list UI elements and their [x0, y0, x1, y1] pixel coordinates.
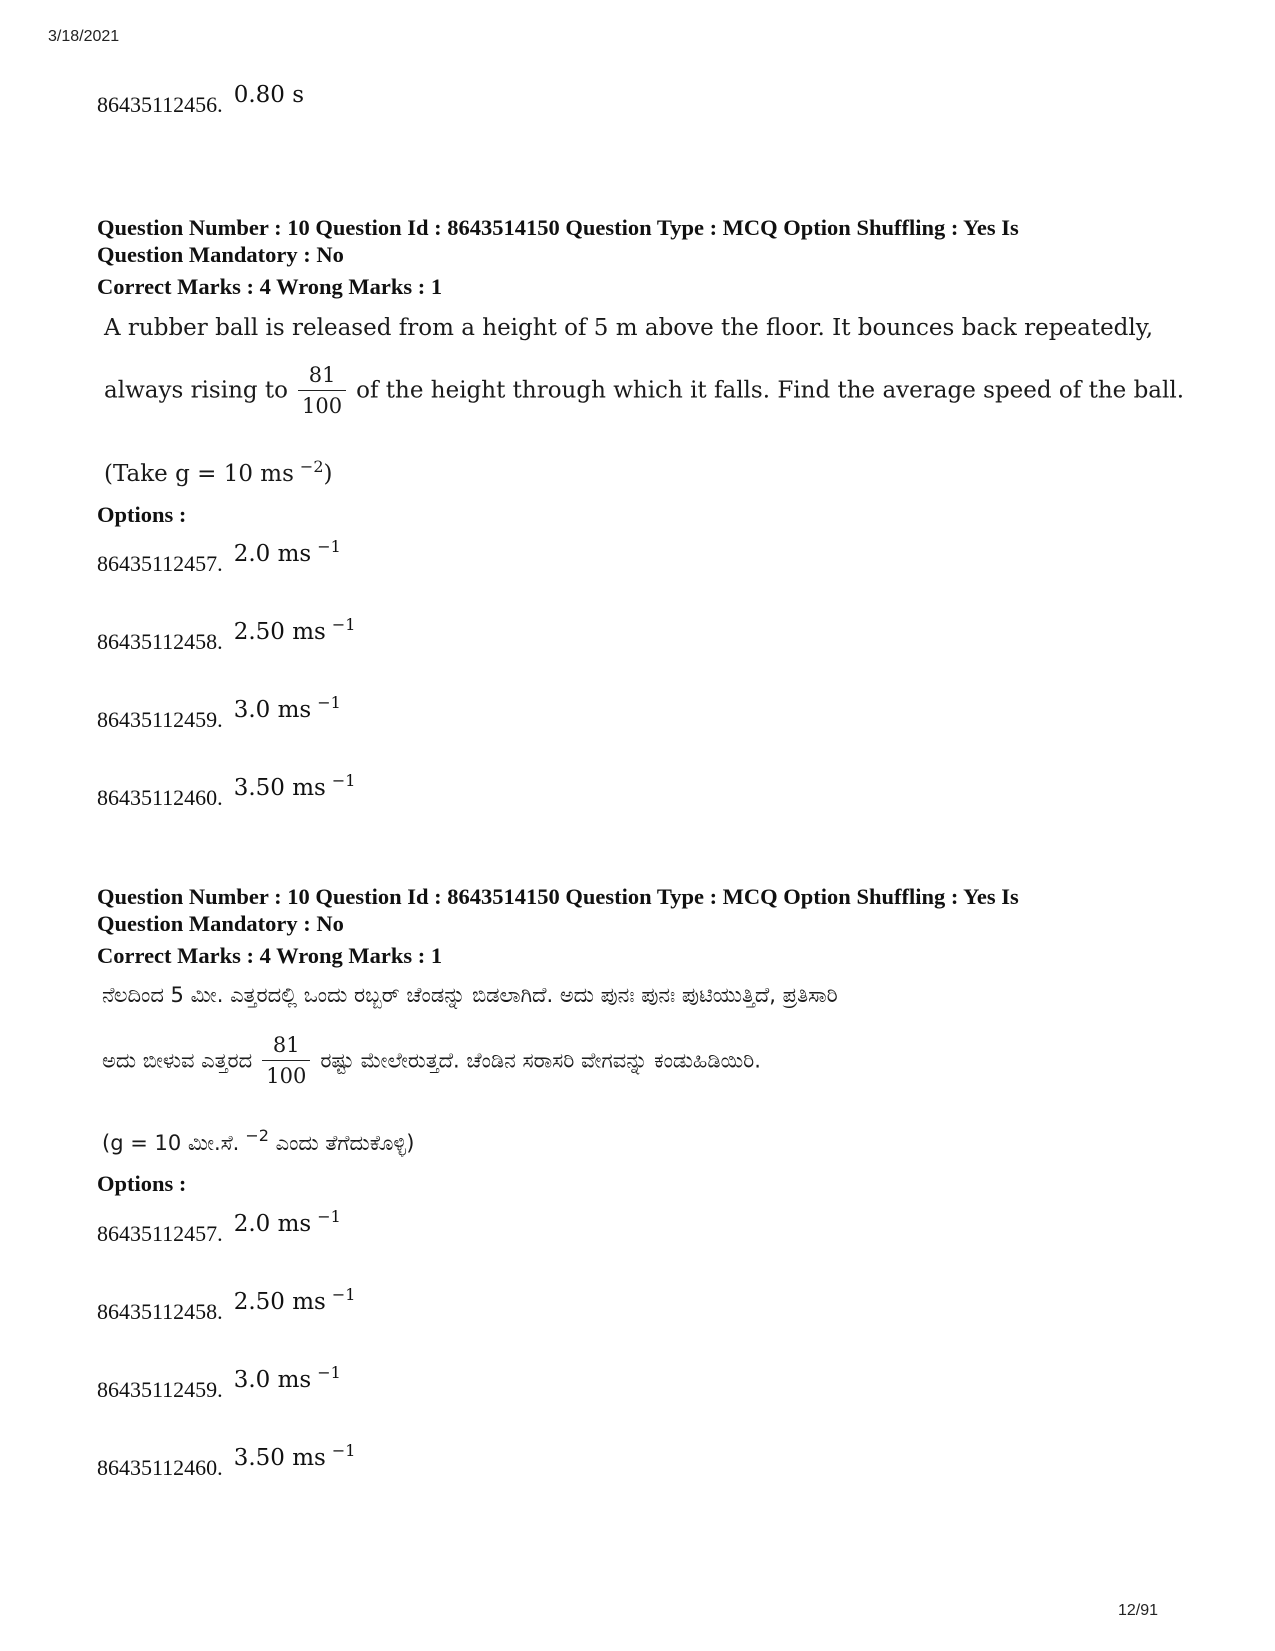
question-text-line2-post: ರಷ್ಟು ಮೇಲೇರುತ್ತದೆ. ಚೆಂಡಿನ ಸರಾಸರಿ ವೇಗವನ್ನು ಕಂಡುಹಿಡಿಯಿರಿ. [320, 1048, 761, 1073]
question-meta-line2: Question Mandatory : No [97, 242, 344, 267]
option-row [97, 1207, 341, 1247]
option-row [97, 615, 356, 655]
exponent: −2 [299, 457, 324, 476]
option-id: 86435112456. [97, 92, 223, 117]
given-close: ) [323, 461, 333, 487]
question-marks: Correct Marks : 4 Wrong Marks : 1 [97, 943, 443, 968]
option-id: 86435112458. [97, 1299, 223, 1324]
option-value: 3.0 ms $^{-1}$ [233, 1363, 341, 1393]
page-number: 12/91 [1118, 1602, 1159, 1619]
fraction-denominator: 100 [298, 390, 346, 418]
question-text-line3 [104, 457, 333, 487]
question-meta-line1: Question Number : 10 Question Id : 8643514150 Question Type : MCQ Option Shuffling : Yes Is [97, 884, 1019, 909]
question-text-line1: A rubber ball is released from a height of 5 m above the floor. It bounces back repeatedly, [104, 315, 1154, 341]
option-value: 2.50 ms $^{-1}$ [233, 1285, 356, 1315]
given-g: (Take g = 10 ms [104, 461, 294, 487]
question-text-line2 [102, 1034, 761, 1089]
option-value: 2.0 ms $^{-1}$ [233, 537, 341, 567]
option-id: 86435112460. [97, 1455, 223, 1480]
question-text-line2-pre: ಅದು ಬೀಳುವ ಎತ್ತರದ [102, 1048, 253, 1073]
option-value: 3.50 ms $^{-1}$ [233, 1441, 356, 1471]
fraction [298, 363, 346, 418]
option-row [97, 1441, 356, 1481]
question-text-line3 [102, 1126, 414, 1156]
option-id: 86435112459. [97, 707, 223, 732]
option-value: 3.50 ms $^{-1}$ [233, 771, 356, 801]
question-text-line2-post: of the height through which it falls. Find the average speed of the ball. [356, 377, 1185, 404]
fraction [262, 1033, 310, 1088]
option-id: 86435112457. [97, 551, 223, 576]
option-row [97, 1285, 356, 1325]
option-row [97, 771, 356, 811]
option-id: 86435112458. [97, 629, 223, 654]
option-row [97, 537, 341, 577]
fraction-denominator: 100 [262, 1060, 310, 1088]
given-close: ಎಂದು ತೆಗೆದುಕೊಳ್ಳಿ) [268, 1131, 415, 1155]
option-id: 86435112459. [97, 1377, 223, 1402]
fraction-numerator: 81 [308, 363, 336, 387]
question-text-line2 [104, 364, 1184, 419]
option-row [97, 693, 341, 733]
question-meta-line1: Question Number : 10 Question Id : 8643514150 Question Type : MCQ Option Shuffling : Yes Is [97, 215, 1019, 240]
option-value: 2.0 ms $^{-1}$ [233, 1207, 341, 1237]
option-id: 86435112457. [97, 1221, 223, 1246]
option-value: 3.0 ms $^{-1}$ [233, 693, 341, 723]
option-value: 0.80 s [233, 82, 305, 108]
question-text-line2-pre: always rising to [104, 377, 289, 404]
question-meta-line2: Question Mandatory : No [97, 911, 344, 936]
options-label: Options : [97, 502, 187, 527]
given-g: (g = 10 ಮೀ.ಸೆ. [102, 1131, 240, 1155]
option-row [97, 82, 305, 118]
option-value: 2.50 ms $^{-1}$ [233, 615, 356, 645]
option-id: 86435112460. [97, 785, 223, 810]
question-marks: Correct Marks : 4 Wrong Marks : 1 [97, 274, 443, 299]
options-label: Options : [97, 1171, 187, 1196]
exponent: −2 [245, 1126, 269, 1145]
fraction-numerator: 81 [272, 1033, 300, 1057]
print-date: 3/18/2021 [48, 28, 120, 45]
question-text-line1: ನೆಲದಿಂದ 5 ಮೀ. ಎತ್ತರದಲ್ಲಿ ಒಂದು ರಬ್ಬರ್ ಚೆಂಡನ್ನು ಬಿಡಲಾಗಿದೆ. ಅದು ಪುನಃ ಪುನಃ ಪುಟಿಯುತ್ತಿದೆ, ಪ್ರತಿಸಾರಿ [102, 983, 838, 1007]
option-row [97, 1363, 341, 1403]
